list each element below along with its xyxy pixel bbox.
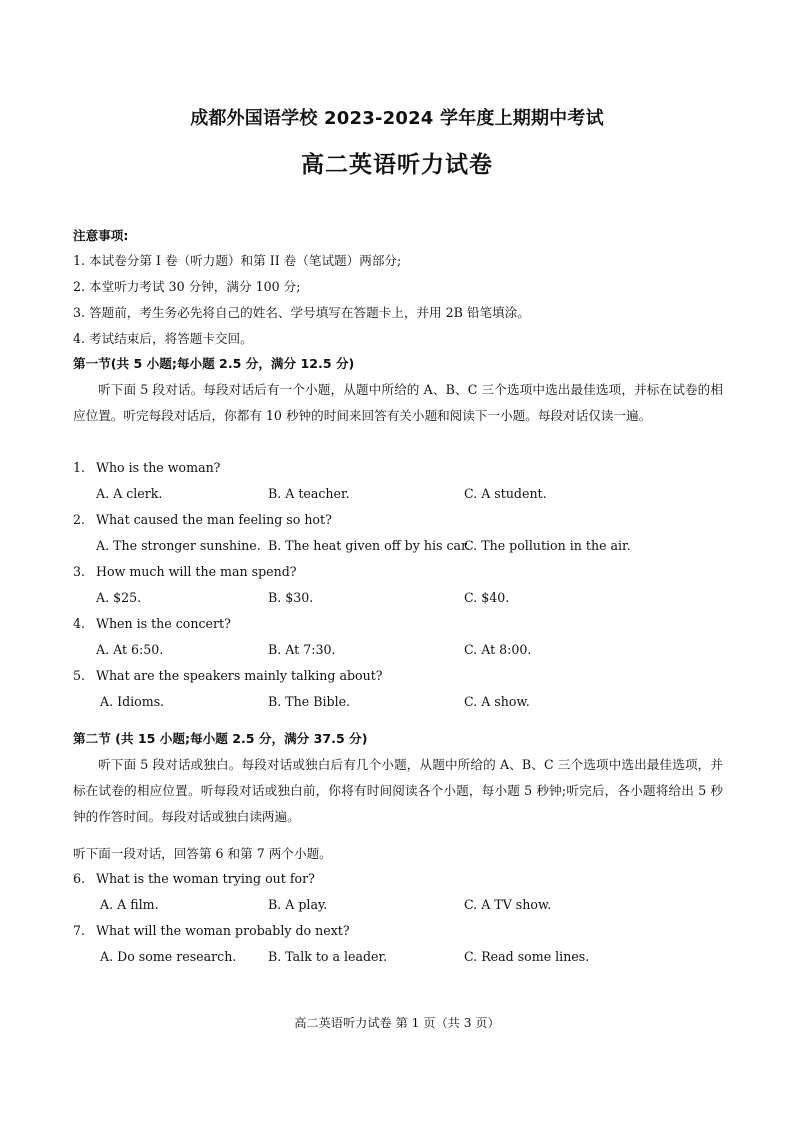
question-2-option-c: C. The pollution in the air. [464,538,631,553]
question-number: 3. [73,564,86,579]
question-2 [73,512,332,528]
question-number: 4. [73,616,86,631]
question-text: Who is the woman? [96,460,221,475]
section1-heading: 第一节(共 5 小题;每小题 2.5 分，满分 12.5 分) [73,356,355,371]
question-4-option-b: B. At 7:30. [268,642,336,657]
question-6-option-a: A. A film. [100,897,159,912]
notes-item-4: 4. 考试结束后，将答题卡交回。 [73,331,253,346]
question-text: What are the speakers mainly talking about? [96,668,383,683]
section2-heading: 第二节 (共 15 小题;每小题 2.5 分，满分 37.5 分) [73,731,368,746]
notes-item-2: 2. 本堂听力考试 30 分钟，满分 100 分; [73,279,301,294]
section1-instruction: 听下面 5 段对话。每段对话后有一个小题，从题中所给的 A、B、C 三个选项中选出最佳选项，并标在试卷的相应位置。听完每段对话后，你都有 10 秒钟的时间来回答有关小题和阅读下一小题。每段对话仅读一遍。 [73,382,723,423]
question-number: 2. [73,512,86,527]
question-4 [73,616,231,632]
notes-heading: 注意事项: [73,228,129,243]
question-number: 1. [73,460,86,475]
question-1-option-c: C. A student. [464,486,547,501]
section2-instruction: 听下面 5 段对话或独白。每段对话或独白后有几个小题，从题中所给的 A、B、C 三个选项中选出最佳选项，并标在试卷的相应位置。听每段对话或独白前，你将有时间阅读各个小题，每小题 5 秒钟;听完后，各小题将给出 5 秒钟的作答时间。每段对话或独白读两遍。 [73,757,723,824]
question-5 [73,668,383,684]
notes-item-1: 1. 本试卷分第 I 卷（听力题）和第 II 卷（笔试题）两部分; [73,253,402,268]
question-number: 6. [73,871,86,886]
dialogue-intro: 听下面一段对话，回答第 6 和第 7 两个小题。 [73,846,332,861]
question-2-option-a: A. The stronger sunshine. [96,538,261,553]
question-7-option-a: A. Do some research. [100,949,237,964]
question-3 [73,564,297,580]
question-number: 7. [73,923,86,938]
question-text: How much will the man spend? [96,564,297,579]
question-7-option-b: B. Talk to a leader. [268,949,388,964]
notes-item-3: 3. 答题前，考生务必先将自己的姓名、学号填写在答题卡上，并用 2B 铅笔填涂。 [73,305,530,320]
question-3-option-b: B. $30. [268,590,314,605]
question-6-option-b: B. A play. [268,897,328,912]
question-text: What is the woman trying out for? [96,871,315,886]
question-text: When is the concert? [96,616,231,631]
question-4-option-c: C. At 8:00. [464,642,532,657]
exam-paper-title: 高二英语听力试卷 [301,152,493,178]
question-6-option-c: C. A TV show. [464,897,552,912]
question-3-option-c: C. $40. [464,590,510,605]
question-1-option-a: A. A clerk. [96,486,163,501]
question-7 [73,923,350,939]
question-text: What will the woman probably do next? [96,923,350,938]
exam-school-title: 成都外国语学校 2023-2024 学年度上期期中考试 [190,108,604,129]
question-5-option-c: C. A show. [464,694,530,709]
question-5-option-a: A. Idioms. [100,694,165,709]
question-2-option-b: B. The heat given off by his car. [268,538,470,553]
question-4-option-a: A. At 6:50. [96,642,164,657]
page-footer: 高二英语听力试卷 第 1 页（共 3 页） [294,1016,500,1030]
question-1-option-b: B. A teacher. [268,486,350,501]
question-text: What caused the man feeling so hot? [96,512,332,527]
question-7-option-c: C. Read some lines. [464,949,590,964]
question-6 [73,871,315,887]
question-5-option-b: B. The Bible. [268,694,351,709]
question-1 [73,460,220,476]
question-number: 5. [73,668,86,683]
question-3-option-a: A. $25. [96,590,142,605]
